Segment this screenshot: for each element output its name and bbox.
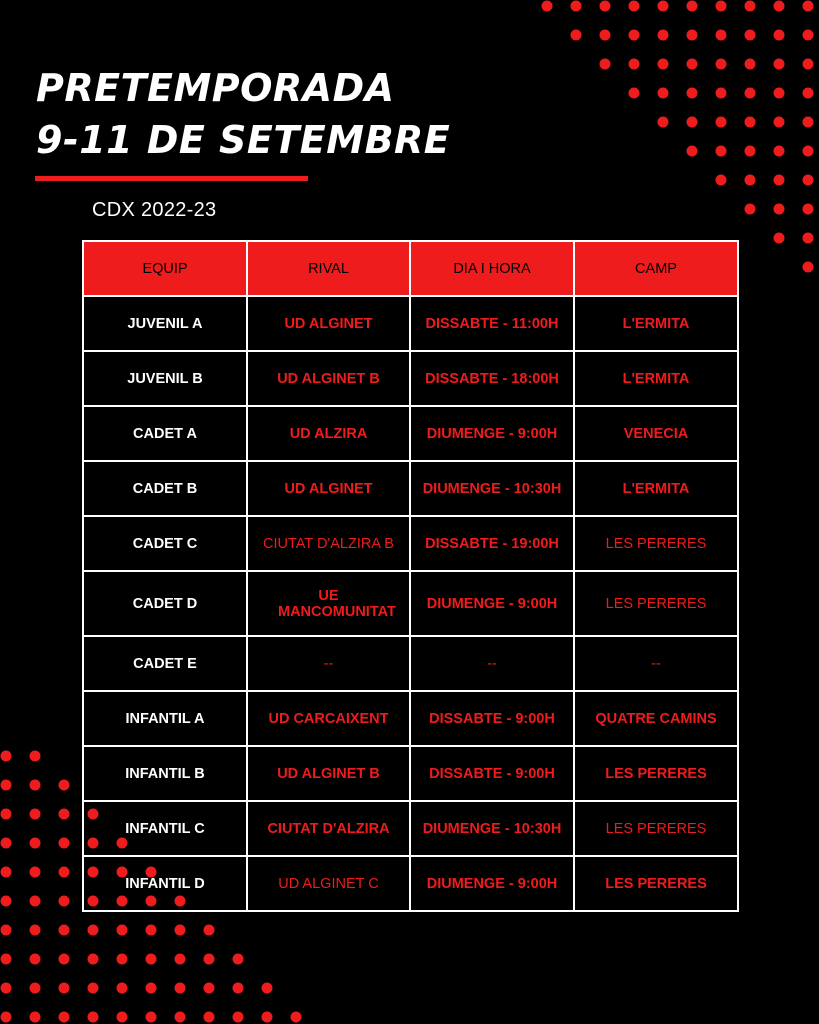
decorative-dot [175, 954, 186, 965]
decorative-dot [233, 1012, 244, 1023]
decorative-dot [600, 59, 611, 70]
table-row [83, 516, 738, 571]
decorative-dot [658, 1, 669, 12]
decorative-dot [658, 117, 669, 128]
column-header-equip: EQUIP [83, 241, 247, 296]
decorative-dot [59, 983, 70, 994]
decorative-dot [629, 88, 640, 99]
column-header-camp: CAMP [574, 241, 738, 296]
decorative-dot [629, 1, 640, 12]
decorative-dot [117, 983, 128, 994]
rival-cell: UD ALGINET [247, 461, 410, 516]
table-row [83, 296, 738, 351]
decorative-dot [803, 204, 814, 215]
rival-cell: UD ALGINET C [247, 856, 410, 911]
decorative-dot [59, 925, 70, 936]
rival-cell: UD ALGINET B [247, 351, 410, 406]
datetime-cell: DISSABTE - 19:00H [410, 516, 574, 571]
decorative-dot [803, 59, 814, 70]
datetime-cell: DISSABTE - 18:00H [410, 351, 574, 406]
decorative-dot [30, 809, 41, 820]
decorative-dot [687, 30, 698, 41]
decorative-dot [745, 59, 756, 70]
rival-cell: UD CARCAIXENT [247, 691, 410, 746]
decorative-dot [803, 117, 814, 128]
decorative-dot [774, 146, 785, 157]
decorative-dot [774, 233, 785, 244]
datetime-cell: DISSABTE - 9:00H [410, 746, 574, 801]
team-cell: INFANTIL C [83, 801, 247, 856]
decorative-dot [745, 30, 756, 41]
decorative-dot [774, 204, 785, 215]
rival-cell: CIUTAT D'ALZIRA [247, 801, 410, 856]
datetime-cell: -- [410, 636, 574, 691]
decorative-dot [571, 30, 582, 41]
decorative-dot [88, 925, 99, 936]
column-header-rival: RIVAL [247, 241, 410, 296]
decorative-dot [803, 146, 814, 157]
decorative-dot [1, 896, 12, 907]
decorative-dot [59, 867, 70, 878]
venue-cell: L'ERMITA [574, 461, 738, 516]
rival-cell: -- [247, 636, 410, 691]
decorative-dot [687, 146, 698, 157]
decorative-dot [774, 1, 785, 12]
team-cell: CADET B [83, 461, 247, 516]
decorative-dot [146, 983, 157, 994]
decorative-dot [146, 954, 157, 965]
decorative-dot [204, 954, 215, 965]
decorative-dot [600, 1, 611, 12]
decorative-dot [175, 983, 186, 994]
team-cell: INFANTIL D [83, 856, 247, 911]
decorative-dot [658, 88, 669, 99]
datetime-cell: DISSABTE - 9:00H [410, 691, 574, 746]
page-title [36, 62, 450, 166]
decorative-dot [30, 1012, 41, 1023]
decorative-dot [30, 751, 41, 762]
decorative-dot [117, 1012, 128, 1023]
decorative-dot [774, 88, 785, 99]
decorative-dot [204, 983, 215, 994]
venue-cell: LES PERERES [574, 571, 738, 636]
decorative-dot [716, 175, 727, 186]
team-cell: CADET A [83, 406, 247, 461]
rival-cell: UE MANCOMUNITAT [247, 571, 410, 636]
decorative-dot [1, 809, 12, 820]
decorative-dot [30, 838, 41, 849]
decorative-dot [88, 1012, 99, 1023]
table-row [83, 856, 738, 911]
decorative-dot [687, 88, 698, 99]
decorative-dot [658, 59, 669, 70]
venue-cell: LES PERERES [574, 856, 738, 911]
title-line-1: PRETEMPORADA [36, 66, 395, 110]
venue-cell: LES PERERES [574, 516, 738, 571]
team-cell: JUVENIL B [83, 351, 247, 406]
team-cell: CADET E [83, 636, 247, 691]
decorative-dot [30, 867, 41, 878]
decorative-dot [629, 59, 640, 70]
decorative-dot [59, 896, 70, 907]
venue-cell: L'ERMITA [574, 351, 738, 406]
table-row [83, 571, 738, 636]
decorative-dot [1, 983, 12, 994]
decorative-dot [774, 117, 785, 128]
decorative-dot [1, 780, 12, 791]
venue-cell: LES PERERES [574, 746, 738, 801]
decorative-dot [687, 59, 698, 70]
decorative-dot [774, 175, 785, 186]
decorative-dot [1, 867, 12, 878]
decorative-dot [803, 88, 814, 99]
decorative-dot [233, 954, 244, 965]
decorative-dot [571, 1, 582, 12]
decorative-dot [204, 925, 215, 936]
team-cell: INFANTIL A [83, 691, 247, 746]
decorative-dot [204, 1012, 215, 1023]
decorative-dot [716, 30, 727, 41]
rival-cell: UD ALGINET B [247, 746, 410, 801]
decorative-dot [803, 1, 814, 12]
decorative-dot [1, 751, 12, 762]
decorative-dot [59, 1012, 70, 1023]
venue-cell: LES PERERES [574, 801, 738, 856]
decorative-dot [803, 30, 814, 41]
decorative-dot [716, 146, 727, 157]
decorative-dot [291, 1012, 302, 1023]
decorative-dot [30, 983, 41, 994]
table-row [83, 351, 738, 406]
datetime-cell: DIUMENGE - 10:30H [410, 801, 574, 856]
table-row [83, 636, 738, 691]
datetime-cell: DIUMENGE - 9:00H [410, 406, 574, 461]
column-header-dia-hora: DIA I HORA [410, 241, 574, 296]
venue-cell: QUATRE CAMINS [574, 691, 738, 746]
decorative-dot [716, 117, 727, 128]
decorative-dot [1, 838, 12, 849]
venue-cell: VENECIA [574, 406, 738, 461]
decorative-dot [262, 1012, 273, 1023]
decorative-dot [745, 204, 756, 215]
decorative-dot [30, 780, 41, 791]
venue-cell: L'ERMITA [574, 296, 738, 351]
datetime-cell: DIUMENGE - 10:30H [410, 461, 574, 516]
team-cell: CADET C [83, 516, 247, 571]
datetime-cell: DIUMENGE - 9:00H [410, 571, 574, 636]
decorative-dot [774, 59, 785, 70]
decorative-dot [146, 925, 157, 936]
rival-cell: CIUTAT D'ALZIRA B [247, 516, 410, 571]
decorative-dot [716, 88, 727, 99]
decorative-dot [687, 1, 698, 12]
decorative-dot [745, 175, 756, 186]
title-underline [35, 176, 308, 181]
table-row [83, 691, 738, 746]
rival-cell: UD ALGINET [247, 296, 410, 351]
decorative-dot [716, 1, 727, 12]
decorative-dot [1, 1012, 12, 1023]
table-row [83, 461, 738, 516]
venue-cell: -- [574, 636, 738, 691]
table-header-row [83, 241, 738, 296]
decorative-dot [687, 117, 698, 128]
decorative-dot [803, 233, 814, 244]
datetime-cell: DISSABTE - 11:00H [410, 296, 574, 351]
team-cell: JUVENIL A [83, 296, 247, 351]
table-row [83, 801, 738, 856]
team-cell: INFANTIL B [83, 746, 247, 801]
decorative-dot [262, 983, 273, 994]
decorative-dot [117, 954, 128, 965]
decorative-dot [59, 809, 70, 820]
team-cell: CADET D [83, 571, 247, 636]
decorative-dot [59, 838, 70, 849]
season-label: CDX 2022-23 [92, 199, 217, 221]
decorative-dot [745, 1, 756, 12]
decorative-dot [175, 1012, 186, 1023]
decorative-dot [30, 925, 41, 936]
decorative-dot [658, 30, 669, 41]
decorative-dot [629, 30, 640, 41]
decorative-dot [88, 954, 99, 965]
decorative-dot [59, 780, 70, 791]
decorative-dot [600, 30, 611, 41]
decorative-dot [745, 146, 756, 157]
decorative-dot [716, 59, 727, 70]
decorative-dot [745, 117, 756, 128]
decorative-dot [803, 262, 814, 273]
decorative-dot [88, 983, 99, 994]
decorative-dot [175, 925, 186, 936]
decorative-dot [59, 954, 70, 965]
decorative-dot [745, 88, 756, 99]
rival-cell: UD ALZIRA [247, 406, 410, 461]
title-line-2: 9-11 DE SETEMBRE [36, 118, 451, 162]
decorative-dot [117, 925, 128, 936]
decorative-dot [146, 1012, 157, 1023]
table-row [83, 746, 738, 801]
decorative-dot [30, 896, 41, 907]
decorative-dot [233, 983, 244, 994]
schedule-table [82, 240, 739, 912]
decorative-dot [542, 1, 553, 12]
decorative-dot [30, 954, 41, 965]
decorative-dot [1, 954, 12, 965]
datetime-cell: DIUMENGE - 9:00H [410, 856, 574, 911]
decorative-dot [1, 925, 12, 936]
table-row [83, 406, 738, 461]
decorative-dot [803, 175, 814, 186]
decorative-dot [774, 30, 785, 41]
